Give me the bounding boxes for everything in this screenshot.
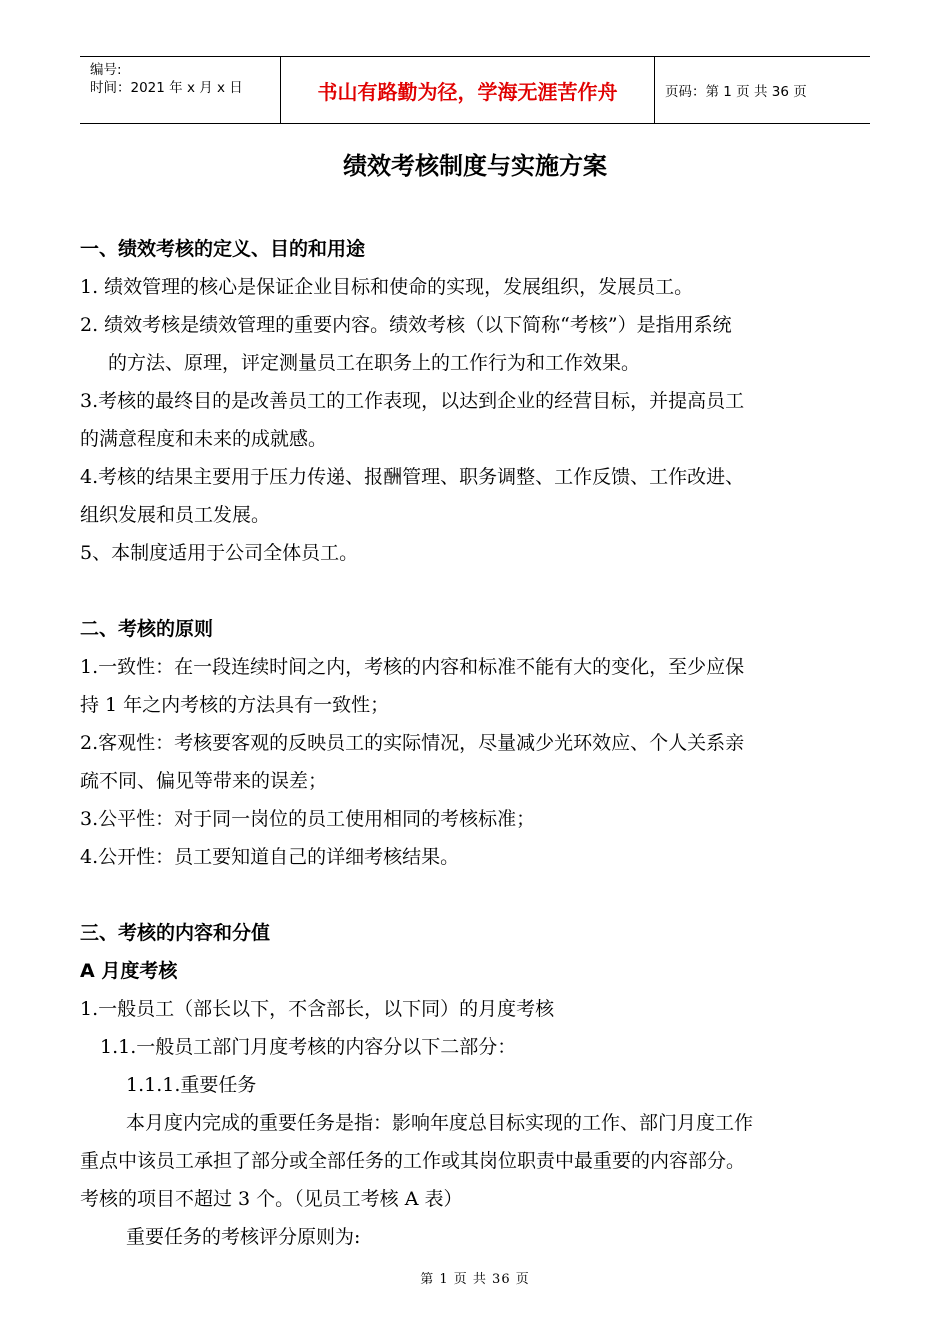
paragraph: 1.1.1.重要任务 — [126, 1074, 257, 1096]
document-title: 绩效考核制度与实施方案 — [343, 152, 607, 180]
paragraph-continuation: 疏不同、偏见等带来的误差； — [80, 770, 328, 792]
paragraph: 本月度内完成的重要任务是指：影响年度总目标实现的工作、部门月度工作 — [126, 1112, 754, 1134]
document-body — [80, 230, 872, 1256]
subsection-heading: A 月度考核 — [80, 960, 178, 982]
section-heading: 二、考核的原则 — [80, 618, 214, 640]
paragraph: 3.考核的最终目的是改善员工的工作表现，以达到企业的经营目标，并提高员工 — [80, 390, 745, 412]
paragraph: 1.一般员工（部长以下，不含部长，以下同）的月度考核 — [80, 998, 555, 1020]
paragraph: 3.公平性：对于同一岗位的员工使用相同的考核标准； — [80, 808, 536, 830]
paragraph: 5、本制度适用于公司全体员工。 — [80, 542, 359, 564]
header-meta — [80, 57, 281, 123]
paragraph: 4.公开性：员工要知道自己的详细考核结果。 — [80, 846, 460, 868]
paragraph: 4.考核的结果主要用于压力传递、报酬管理、职务调整、工作反馈、工作改进、 — [80, 466, 745, 488]
paragraph: 重要任务的考核评分原则为: — [126, 1226, 361, 1248]
paragraph: 1.1.一般员工部门月度考核的内容分以下二部分： — [100, 1036, 517, 1058]
header-table — [80, 56, 870, 124]
section-heading: 一、绩效考核的定义、目的和用途 — [80, 238, 366, 260]
header-motto: 书山有路勤为径，学海无涯苦作舟 — [281, 57, 655, 123]
paragraph-continuation: 重点中该员工承担了部分或全部任务的工作或其岗位职责中最重要的内容部分。 — [80, 1150, 746, 1172]
paragraph: 1. 绩效管理的核心是保证企业目标和使命的实现，发展组织，发展员工。 — [80, 276, 694, 298]
section-heading: 三、考核的内容和分值 — [80, 922, 271, 944]
paragraph-continuation: 考核的项目不超过 3 个。（见员工考核 A 表） — [80, 1188, 463, 1210]
paragraph: 1.一致性：在一段连续时间之内，考核的内容和标准不能有大的变化，至少应保 — [80, 656, 745, 678]
paragraph: 2. 绩效考核是绩效管理的重要内容。绩效考核（以下简称“考核”）是指用系统 — [80, 314, 732, 336]
paragraph: 2.客观性：考核要客观的反映员工的实际情况，尽量减少光环效应、个人关系亲 — [80, 732, 745, 754]
paragraph-continuation: 持 1 年之内考核的方法具有一致性； — [80, 694, 390, 716]
document-time: 时间：2021 年 x 月 x 日 — [90, 80, 243, 96]
paragraph-continuation: 的方法、原理，评定测量员工在职务上的工作行为和工作效果。 — [108, 352, 641, 374]
paragraph-continuation: 的满意程度和未来的成就感。 — [80, 428, 328, 450]
page-footer: 第 1 页 共 36 页 — [420, 1272, 530, 1287]
header-page-info: 页码：第 1 页 共 36 页 — [665, 84, 807, 100]
document-number-label: 编号: — [90, 62, 122, 78]
paragraph-continuation: 组织发展和员工发展。 — [80, 504, 271, 526]
